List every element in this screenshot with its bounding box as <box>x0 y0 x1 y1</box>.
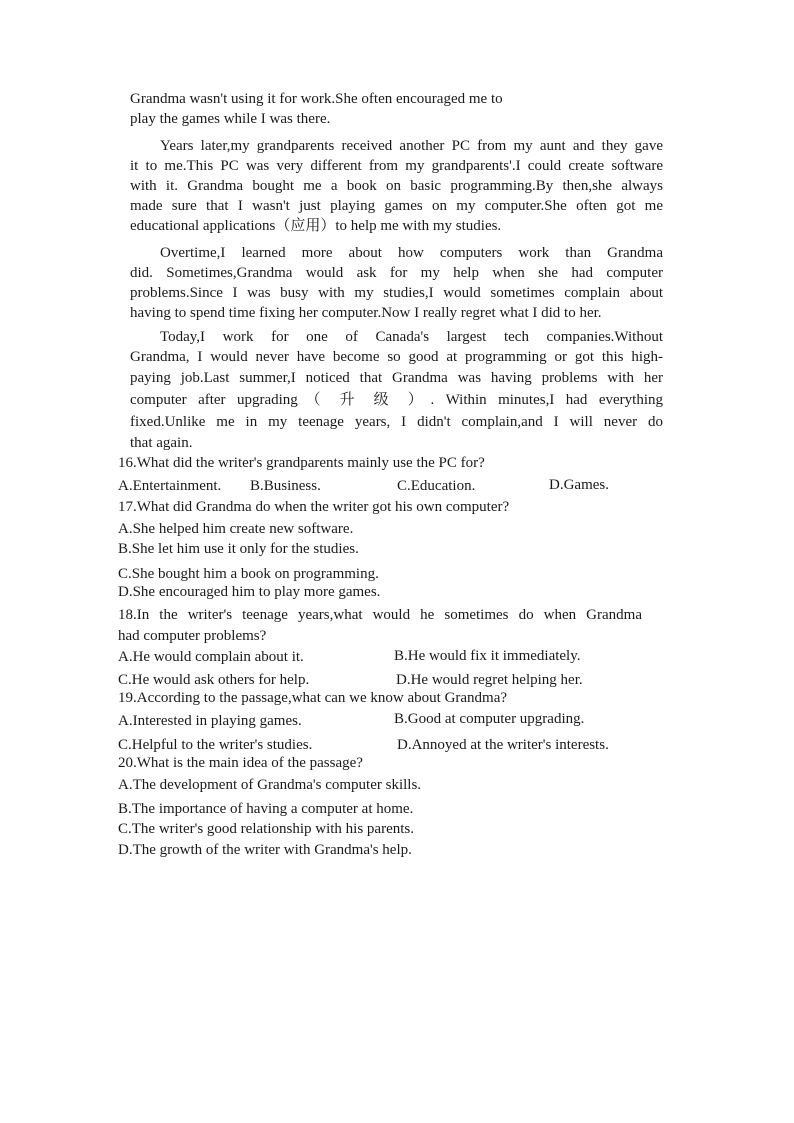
passage-p2-line-3: problems.Since I was busy with my studies,I would sometimes complain about <box>130 285 663 301</box>
question-17-option-b: B.She let him use it only for the studies. <box>118 541 359 557</box>
passage-p3-line-2: Grandma, I would never have become so good at programming or got this high- <box>130 349 663 365</box>
question-16-stem: 16.What did the writer's grandparents mainly use the PC for? <box>118 455 485 471</box>
question-19-option-b: B.Good at computer upgrading. <box>394 711 585 727</box>
passage-p3-line-1: Today,I work for one of Canada's largest tech companies.Without <box>160 329 663 345</box>
passage-p3-line-3: paying job.Last summer,I noticed that Grandma was having problems with her <box>130 370 663 386</box>
passage-p1-line-3: with it. Grandma bought me a book on basic programming.By then,she always <box>130 178 663 194</box>
passage-p3-line-6: that again. <box>130 435 193 451</box>
question-19-option-d: D.Annoyed at the writer's interests. <box>397 737 609 753</box>
question-19-stem: 19.According to the passage,what can we know about Grandma? <box>118 690 508 706</box>
question-18-stem-line-2: had computer problems? <box>118 628 267 644</box>
passage-p1-line-5: educational applications（应用）to help me with my studies. <box>130 218 502 234</box>
passage-p0-line-2: play the games while I was there. <box>130 111 331 127</box>
question-17-option-d: D.She encouraged him to play more games. <box>118 584 381 600</box>
passage-p2-line-1: Overtime,I learned more about how computers work than Grandma <box>160 245 663 261</box>
question-20-option-a: A.The development of Grandma's computer skills. <box>118 777 422 793</box>
passage-p1-line-2: it to me.This PC was very different from my grandparents'.I could create software <box>130 158 663 174</box>
question-17-option-a: A.She helped him create new software. <box>118 521 354 537</box>
question-18-option-c: C.He would ask others for help. <box>118 672 310 688</box>
question-17-stem: 17.What did Grandma do when the writer got his own computer? <box>118 499 510 515</box>
passage-p2-line-4: having to spend time fixing her computer.Now I really regret what I did to her. <box>130 305 602 321</box>
passage-p1-line-4: made sure that I wasn't just playing games on my computer.She often got me <box>130 198 663 214</box>
question-16-option-d: D.Games. <box>549 477 609 493</box>
question-16-option-a: A.Entertainment. <box>118 478 222 494</box>
question-18-option-d: D.He would regret helping her. <box>396 672 583 688</box>
question-20-option-d: D.The growth of the writer with Grandma's help. <box>118 842 412 858</box>
question-18-option-b: B.He would fix it immediately. <box>394 648 581 664</box>
passage-p3-line-5: fixed.Unlike me in my teenage years, I didn't complain,and I will never do <box>130 414 663 430</box>
question-16-option-b: B.Business. <box>250 478 321 494</box>
passage-p0-line-1: Grandma wasn't using it for work.She often encouraged me to <box>130 91 503 107</box>
passage-p1-line-1: Years later,my grandparents received another PC from my aunt and they gave <box>160 138 663 154</box>
question-18-stem-line-1: 18.In the writer's teenage years,what would he sometimes do when Grandma <box>118 607 642 623</box>
passage-p2-line-2: did. Sometimes,Grandma would ask for my help when she had computer <box>130 265 663 281</box>
question-16-option-c: C.Education. <box>397 478 476 494</box>
question-19-option-a: A.Interested in playing games. <box>118 713 302 729</box>
question-17-option-c: C.She bought him a book on programming. <box>118 566 379 582</box>
question-19-option-c: C.Helpful to the writer's studies. <box>118 737 313 753</box>
passage-p3-line-4: computer after upgrading（ 升 级 ）. Within minutes,I had everything <box>130 392 663 408</box>
question-20-option-b: B.The importance of having a computer at home. <box>118 801 414 817</box>
question-20-option-c: C.The writer's good relationship with his parents. <box>118 821 414 837</box>
question-18-option-a: A.He would complain about it. <box>118 649 304 665</box>
question-20-stem: 20.What is the main idea of the passage? <box>118 755 363 771</box>
